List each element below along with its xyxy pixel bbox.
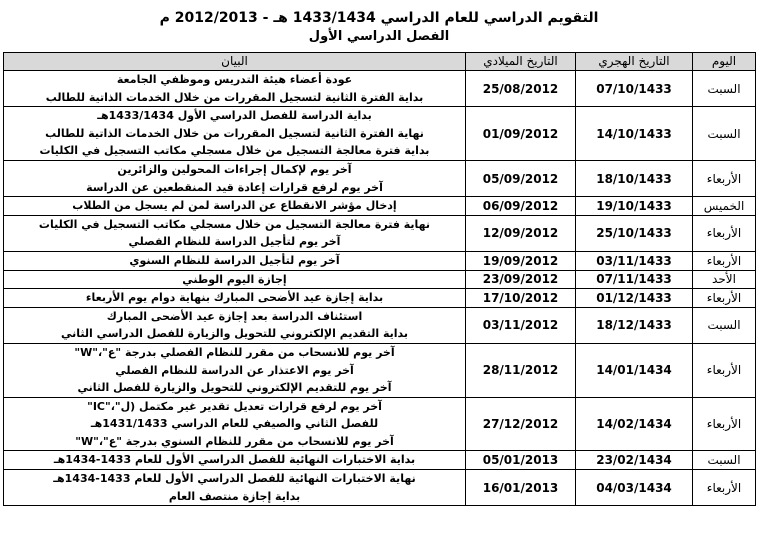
- cell-gregorian-date: 06/09/2012: [466, 197, 576, 216]
- cell-gregorian-date: 05/09/2012: [466, 160, 576, 196]
- table-row: [4, 451, 756, 470]
- table-header-row: [4, 53, 756, 71]
- cell-description: [4, 251, 466, 270]
- cell-gregorian-date: 05/01/2013: [466, 451, 576, 470]
- description-line: نهاية الفترة الثانية لتسجيل المقررات من خلال الخدمات الذاتية للطالب: [45, 126, 424, 140]
- cell-gregorian-date: 25/08/2012: [466, 71, 576, 107]
- table-row: [4, 307, 756, 343]
- description-line: آخر يوم لإكمال إجراءات المحولين والزائرين: [117, 162, 352, 176]
- cell-hijri-date: 01/12/1433: [576, 289, 693, 308]
- cell-hijri-date: 19/10/1433: [576, 197, 693, 216]
- column-header-gregorian-date: التاريخ الميلادي: [466, 53, 576, 71]
- cell-day: الأربعاء: [693, 343, 756, 397]
- cell-hijri-date: 04/03/1434: [576, 470, 693, 506]
- cell-gregorian-date: 01/09/2012: [466, 107, 576, 161]
- description-line: آخر يوم لتأجيل الدراسة للنظام الفصلي: [128, 235, 341, 249]
- cell-day: الأربعاء: [693, 289, 756, 308]
- cell-day: الأربعاء: [693, 215, 756, 251]
- cell-hijri-date: 07/10/1433: [576, 71, 693, 107]
- cell-hijri-date: 18/12/1433: [576, 307, 693, 343]
- calendar-header: [0, 0, 758, 52]
- cell-day: السبت: [693, 107, 756, 161]
- description-line: نهاية الاختبارات النهائية للفصل الدراسي الأول للعام 1433-1434هـ: [53, 472, 416, 486]
- cell-hijri-date: 14/01/1434: [576, 343, 693, 397]
- academic-calendar-table: [3, 52, 756, 506]
- cell-hijri-date: 14/10/1433: [576, 107, 693, 161]
- table-row: [4, 270, 756, 289]
- cell-description: [4, 397, 466, 451]
- cell-hijri-date: 18/10/1433: [576, 160, 693, 196]
- cell-gregorian-date: 23/09/2012: [466, 270, 576, 289]
- cell-hijri-date: 03/11/1433: [576, 251, 693, 270]
- column-header-hijri-date: التاريخ الهجري: [576, 53, 693, 71]
- description-line: عودة أعضاء هيئة التدريس وموظفي الجامعة: [116, 73, 353, 86]
- table-row: [4, 107, 756, 161]
- table-row: [4, 397, 756, 451]
- table-row: [4, 160, 756, 196]
- cell-day: الأربعاء: [693, 251, 756, 270]
- table-row: [4, 470, 756, 506]
- table-row: [4, 197, 756, 216]
- description-line: بداية الدراسة للفصل الدراسي الأول 1433/1434هـ: [97, 109, 372, 123]
- cell-day: الأحد: [693, 270, 756, 289]
- cell-description: [4, 107, 466, 161]
- column-header-description: البيان: [4, 53, 466, 71]
- cell-gregorian-date: 27/12/2012: [466, 397, 576, 451]
- cell-gregorian-date: 17/10/2012: [466, 289, 576, 308]
- cell-gregorian-date: 28/11/2012: [466, 343, 576, 397]
- table-row: [4, 289, 756, 308]
- cell-day: الأربعاء: [693, 160, 756, 196]
- table-row: [4, 343, 756, 397]
- cell-hijri-date: 07/11/1433: [576, 270, 693, 289]
- table-row: [4, 71, 756, 107]
- description-line: إدخال مؤشر الانقطاع عن الدراسة لمن لم يسجل من الطلاب: [72, 199, 397, 213]
- description-line: استئناف الدراسة بعد إجازة عيد الأضحى المبارك: [106, 309, 363, 323]
- cell-day: السبت: [693, 71, 756, 107]
- cell-gregorian-date: 12/09/2012: [466, 215, 576, 251]
- cell-description: [4, 470, 466, 506]
- cell-gregorian-date: 16/01/2013: [466, 470, 576, 506]
- description-line: آخر يوم للانسحاب من مقرر للنظام السنوي بدرجة "ع"،"W": [75, 434, 394, 448]
- cell-description: [4, 215, 466, 251]
- page-title: التقويم الدراسي للعام الدراسي 1433/1434 هـ - 2012/2013 م: [159, 10, 599, 26]
- description-line: بداية إجازة منتصف العام: [168, 489, 301, 503]
- cell-day: الخميس: [693, 197, 756, 216]
- cell-day: الأربعاء: [693, 470, 756, 506]
- cell-description: [4, 343, 466, 397]
- description-line: إجازة اليوم الوطني: [182, 272, 287, 286]
- cell-description: [4, 270, 466, 289]
- cell-description: [4, 307, 466, 343]
- cell-description: [4, 451, 466, 470]
- cell-description: [4, 160, 466, 196]
- page-subtitle: الفصل الدراسي الأول: [308, 29, 450, 44]
- description-line: بداية فترة معالجة التسجيل من خلال مسجلي مكاتب التسجيل في الكليات: [39, 144, 430, 158]
- cell-hijri-date: 14/02/1434: [576, 397, 693, 451]
- cell-hijri-date: 23/02/1434: [576, 451, 693, 470]
- cell-description: [4, 289, 466, 308]
- description-line: آخر يوم لتأجيل الدراسة للنظام السنوي: [129, 253, 340, 267]
- description-line: بداية الفترة الثانية لتسجيل المقررات من خلال الخدمات الذاتية للطالب: [45, 90, 424, 104]
- table-row: [4, 251, 756, 270]
- table-row: [4, 215, 756, 251]
- description-line: نهاية فترة معالجة التسجيل من خلال مسجلي مكاتب التسجيل في الكليات: [38, 217, 431, 231]
- column-header-day: اليوم: [693, 53, 756, 71]
- cell-day: السبت: [693, 451, 756, 470]
- description-line: بداية الاختبارات النهائية للفصل الدراسي الأول للعام 1433-1434هـ: [53, 453, 416, 467]
- description-line: بداية إجازة عيد الأضحى المبارك بنهاية دوام يوم الأربعاء: [85, 291, 384, 305]
- cell-description: [4, 197, 466, 216]
- cell-hijri-date: 25/10/1433: [576, 215, 693, 251]
- description-line: آخر يوم لرفع قرارات إعادة قيد المنقطعين عن الدراسة: [86, 180, 383, 194]
- description-line: آخر يوم للتقديم الإلكتروني للتحويل والزيارة للفصل الثاني: [77, 381, 392, 395]
- description-line: بداية التقديم الإلكتروني للتحويل والزيارة للفصل الدراسي الثاني: [60, 327, 409, 341]
- description-line: آخر يوم لرفع قرارات تعديل تقدير غير مكتمل (ل"،"IC": [87, 399, 382, 413]
- cell-description: [4, 71, 466, 107]
- description-line: للفصل الثاني والصيفي للعام الدراسي 1431/1433هـ: [90, 417, 379, 431]
- cell-day: السبت: [693, 307, 756, 343]
- cell-gregorian-date: 03/11/2012: [466, 307, 576, 343]
- description-line: آخر يوم الاعتذار عن الدراسة للنظام الفصلي: [115, 363, 354, 377]
- description-line: آخر يوم للانسحاب من مقرر للنظام الفصلي بدرجة "ع"،"W": [74, 345, 395, 359]
- cell-day: الأربعاء: [693, 397, 756, 451]
- cell-gregorian-date: 19/09/2012: [466, 251, 576, 270]
